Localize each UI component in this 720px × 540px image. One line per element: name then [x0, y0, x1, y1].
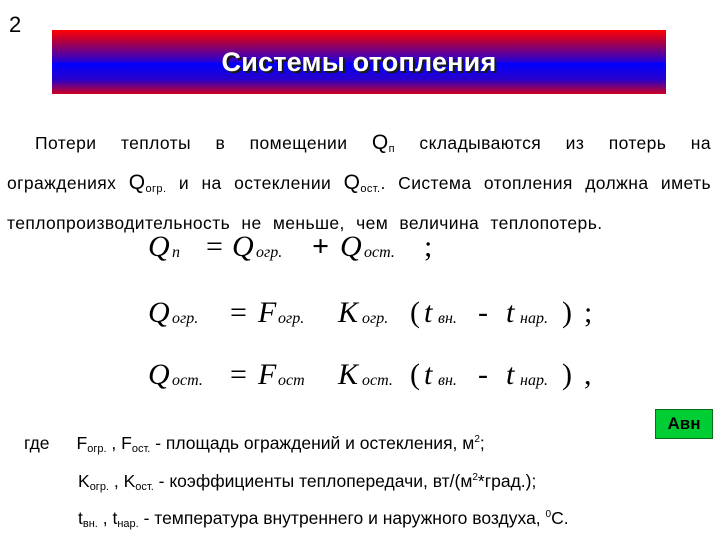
- legend-text: - температура внутреннего и наружного воздуха,: [138, 508, 546, 528]
- legend-symbol: F: [76, 433, 88, 453]
- formula-symbol: t: [424, 358, 433, 391]
- paragraph-text-2: складываются из потерь на ограждениях: [7, 133, 711, 193]
- legend-subscript: ост.: [135, 481, 154, 493]
- formula-punctuation: ;: [424, 230, 433, 263]
- legend-separator: ,: [109, 471, 124, 491]
- legend-prefix: где: [24, 433, 50, 453]
- formula-subscript: огр.: [278, 310, 305, 327]
- symbol-q-ogr: Q: [128, 171, 146, 194]
- formula-subscript: ост.: [362, 372, 393, 389]
- legend-subscript: огр.: [89, 481, 109, 493]
- legend-end: ;: [479, 433, 485, 453]
- symbol-q-ogr-sub: огр.: [145, 183, 167, 195]
- paragraph-text-3: и на остеклении: [166, 173, 344, 193]
- formula-symbol: Q: [340, 230, 362, 263]
- legend-superscript: 0: [545, 509, 552, 520]
- formula-bracket: ): [562, 358, 572, 391]
- legend-subscript: вн.: [82, 518, 98, 530]
- formula-bracket: ): [562, 296, 572, 329]
- legend-symbol: K: [123, 471, 136, 491]
- legend-line-temperatures: [78, 508, 569, 530]
- paragraph-text-1: Потери теплоты в помещении: [35, 133, 372, 153]
- formula-subscript: п: [172, 244, 180, 261]
- legend-text: - площадь ограждений и остекления, м: [150, 433, 475, 453]
- formula-symbol: K: [338, 358, 359, 391]
- legend-end: C.: [551, 508, 569, 528]
- formula-symbol: F: [258, 358, 277, 391]
- formula-subscript: огр.: [172, 310, 199, 327]
- formula-punctuation: ;: [584, 296, 593, 329]
- formula-punctuation: ,: [584, 358, 592, 391]
- legend-superscript: 2: [474, 434, 480, 445]
- legend-symbol: t: [78, 508, 83, 528]
- legend-separator: ,: [97, 508, 113, 528]
- legend-symbol: K: [78, 471, 90, 491]
- formula-bracket: (: [410, 358, 420, 391]
- formula-subscript: нар.: [520, 310, 548, 327]
- formula-symbol: F: [258, 296, 277, 329]
- legend-text: - коэффициенты теплопередачи, вт/(м: [153, 471, 473, 491]
- symbol-q-ost-sub: ост.: [360, 183, 381, 195]
- formula-operator: -: [478, 358, 488, 391]
- formula-subscript: нар.: [520, 372, 548, 389]
- legend-line-area: [24, 433, 485, 455]
- symbol-q-p-sub: п: [388, 143, 395, 155]
- formula-subscript: вн.: [438, 372, 457, 389]
- legend-subscript: ост.: [131, 443, 151, 455]
- avn-button[interactable]: Авн: [655, 409, 713, 439]
- legend-symbol: F: [121, 433, 132, 453]
- legend-line-coefficients: [78, 471, 536, 493]
- symbol-q-p: Q: [371, 131, 389, 154]
- formula-subscript: ост: [278, 372, 305, 389]
- formula-subscript: огр.: [256, 244, 283, 261]
- legend-separator: ,: [106, 433, 122, 453]
- formula-subscript: ост.: [172, 372, 203, 389]
- formula-symbol: t: [424, 296, 433, 329]
- formula-subscript: огр.: [362, 310, 389, 327]
- formula-subscript: ост.: [364, 244, 395, 261]
- formula-symbol: Q: [148, 296, 170, 329]
- slide-title: Системы отопления: [221, 46, 497, 77]
- symbol-q-ost: Q: [343, 171, 361, 194]
- formula-symbol: Q: [148, 358, 170, 391]
- legend-subscript: огр.: [87, 443, 107, 455]
- intro-paragraph: [7, 126, 711, 240]
- paragraph-text-4: . Система отопления должна иметь теплопроизводительность не меньше, чем величина теплопотерь.: [7, 173, 712, 233]
- formula-operator: =: [206, 230, 223, 263]
- formula-operator: +: [312, 230, 330, 263]
- formula-operator: -: [478, 296, 488, 329]
- formula-subscript: вн.: [438, 310, 457, 327]
- formula-symbol: t: [506, 296, 515, 329]
- formula-bracket: (: [410, 296, 420, 329]
- title-banner: [52, 30, 666, 94]
- formula-operator: =: [230, 358, 247, 391]
- legend-superscript: 2: [472, 472, 478, 483]
- legend-symbol: t: [112, 508, 118, 528]
- legend-subscript: нар.: [117, 518, 139, 530]
- legend-text-2: *град.);: [477, 471, 537, 491]
- slide-number: 2: [9, 12, 22, 37]
- formula-symbol: Q: [148, 230, 170, 263]
- formula-operator: =: [230, 296, 247, 329]
- formula-symbol: Q: [232, 230, 254, 263]
- formula-symbol: t: [506, 358, 515, 391]
- formula-symbol: K: [338, 296, 359, 329]
